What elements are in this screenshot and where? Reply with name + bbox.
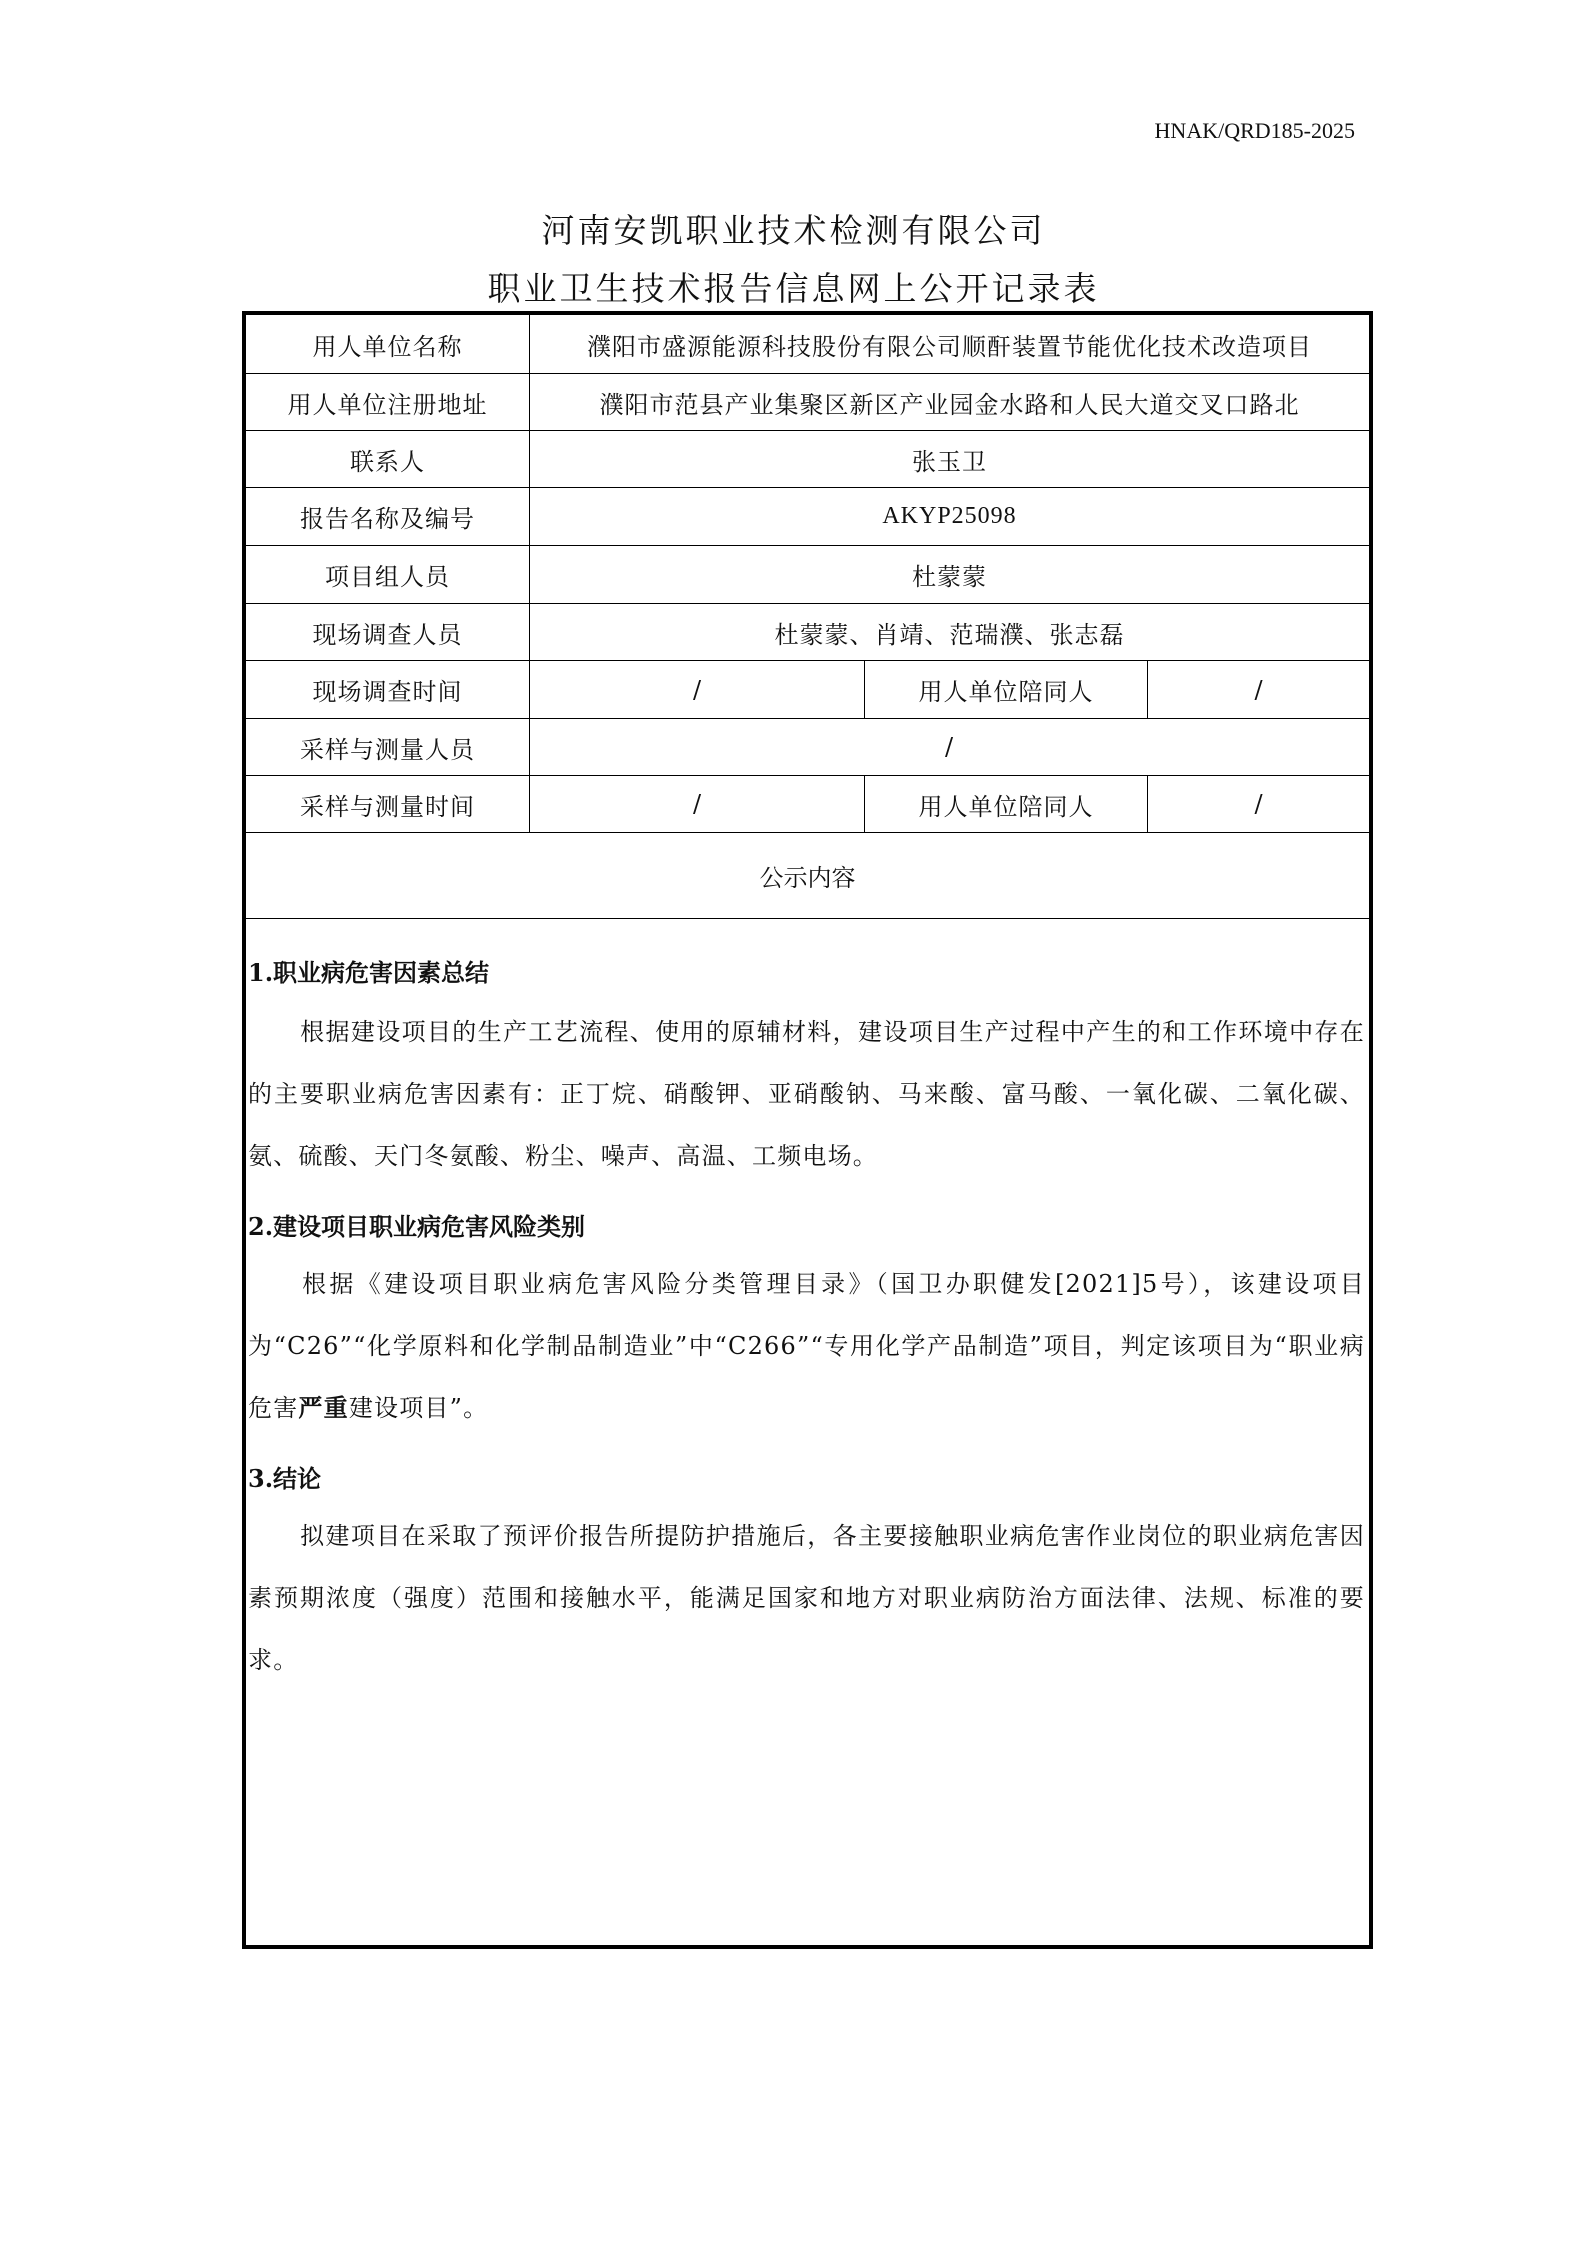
record-table	[242, 311, 1373, 1949]
survey-staff-label: 现场调查人员	[246, 604, 530, 660]
survey-escort-value: /	[1254, 675, 1263, 704]
sampling-staff-label: 采样与测量人员	[246, 719, 530, 775]
contact-label: 联系人	[246, 431, 530, 487]
section-heading: 1.职业病危害因素总结	[248, 958, 490, 987]
form-title: 职业卫生技术报告信息网上公开记录表	[487, 269, 1100, 308]
section-paragraph	[248, 1505, 1365, 1691]
address-value: 濮阳市范县产业集聚区新区产业园金水路和人民大道交叉口路北	[599, 390, 1300, 419]
table-row	[246, 431, 1369, 488]
document-number: HNAK/QRD185-2025	[1154, 118, 1355, 143]
contact-value: 张玉卫	[912, 447, 987, 476]
team-value: 杜蒙蒙	[912, 563, 987, 591]
report-label: 报告名称及编号	[246, 488, 530, 545]
sampling-escort-value: /	[1254, 790, 1263, 818]
disclosure-label: 公示内容	[759, 864, 856, 892]
disclosure-content	[246, 919, 1369, 1945]
sampling-time-value: /	[530, 776, 865, 832]
section-text: 拟建项目在采取了预评价报告所提防护措施后，各主要接触职业病危害作业岗位的职业病危害因素预期浓度（强度）范围和接触水平，能满足国家和地方对职业病防治方面法律、法规、标准的要求。	[248, 1522, 1365, 1674]
team-label: 项目组人员	[246, 546, 530, 603]
employer-name-value: 濮阳市盛源能源科技股份有限公司顺酐装置节能优化技术改造项目	[587, 332, 1312, 361]
section-text: 建设项目”。	[348, 1394, 489, 1422]
table-row	[246, 719, 1369, 776]
address-label: 用人单位注册地址	[246, 374, 530, 430]
sampling-escort-label: 用人单位陪同人	[865, 776, 1148, 832]
survey-escort-label: 用人单位陪同人	[865, 661, 1148, 718]
company-title: 河南安凯职业技术检测有限公司	[541, 211, 1046, 250]
survey-staff-value: 杜蒙蒙、肖靖、范瑞濮、张志磊	[774, 620, 1125, 649]
employer-name-label: 用人单位名称	[246, 315, 530, 373]
section-paragraph	[248, 1001, 1365, 1187]
table-row	[246, 546, 1369, 604]
survey-time-label: 现场调查时间	[246, 661, 530, 718]
table-row	[246, 488, 1369, 546]
table-row	[246, 374, 1369, 431]
table-row	[246, 833, 1369, 919]
section-text: 根据《建设项目职业病危害风险分类管理目录》（国卫办职健发[2021]5号），该建设项目为“C26”“化学原料和化学制品制造业”中“C266”“专用化学产品制造”项目，判定该项目为“职业病危害	[248, 1270, 1365, 1422]
report-value: AKYP25098	[882, 503, 1017, 529]
table-row	[246, 315, 1369, 374]
sampling-time-label: 采样与测量时间	[246, 776, 530, 832]
sampling-staff-value: /	[944, 733, 955, 761]
section-paragraph	[248, 1253, 1365, 1439]
section-text: 根据建设项目的生产工艺流程、使用的原辅材料，建设项目生产过程中产生的和工作环境中存在的主要职业病危害因素有：正丁烷、硝酸钾、亚硝酸钠、马来酸、富马酸、一氧化碳、二氧化碳、氨、硫酸、天门冬氨酸、粉尘、噪声、高温、工频电场。	[248, 1018, 1365, 1170]
risk-level: 严重	[298, 1393, 349, 1422]
table-row	[246, 776, 1369, 833]
section-heading: 2.建设项目职业病危害风险类别	[248, 1212, 586, 1241]
table-row	[246, 661, 1369, 719]
survey-time-value: /	[530, 661, 865, 718]
table-row	[246, 604, 1369, 661]
section-heading: 3.结论	[248, 1464, 322, 1493]
